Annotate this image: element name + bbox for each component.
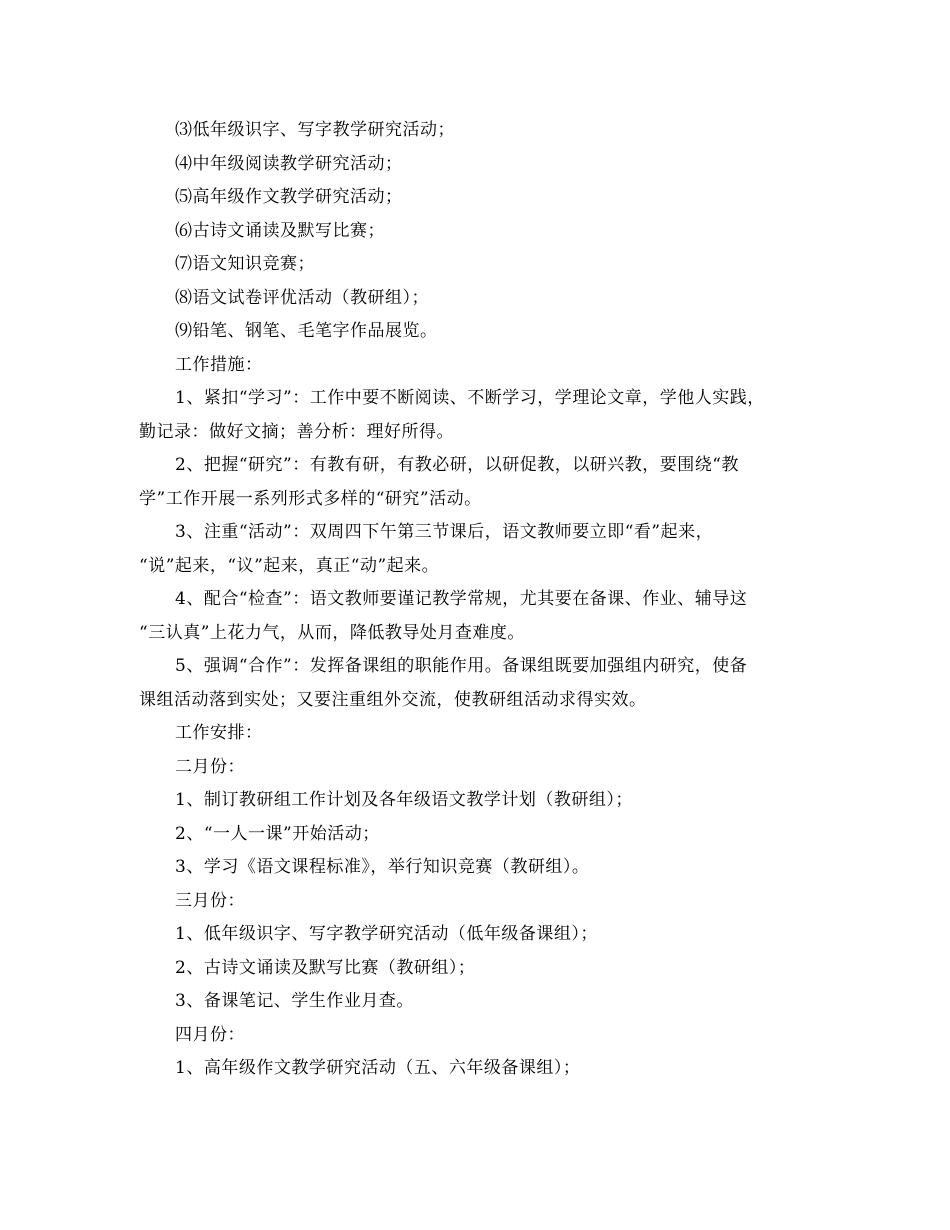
measure-paragraph-5	[139, 650, 829, 717]
march-item-2: 2、古诗文诵读及默写比赛（教研组）；	[175, 957, 476, 978]
section-heading-measures: 工作措施：	[175, 354, 263, 375]
activity-item-5: ⑸高年级作文教学研究活动；	[175, 187, 403, 207]
measure-2-line-1: 2、把握“研究”：有教有研，有教必研，以研促教，以研兴教，要围绕“教	[175, 455, 739, 475]
february-item-2: 2、“一人一课”开始活动；	[175, 823, 380, 844]
february-item-1: 1、制订教研组工作计划及各年级语文教学计划（教研组）；	[175, 790, 633, 810]
document-body	[139, 114, 829, 1086]
april-item-1: 1、高年级作文教学研究活动（五、六年级备课组）；	[175, 1058, 581, 1078]
month-heading-march: 三月份：	[175, 890, 245, 911]
march-item-3: 3、备课笔记、学生作业月查。	[175, 991, 414, 1011]
activity-item-6: ⑹古诗文诵读及默写比赛；	[175, 220, 385, 241]
february-item-3: 3、学习《语文课程标准》，举行知识竞赛（教研组）。	[175, 857, 590, 877]
measure-2-line-2: 学”工作开展一系列形式多样的“研究”活动。	[139, 488, 482, 509]
measure-5-line-1: 5、强调“合作”：发挥备课组的职能作用。备课组既要加强组内研究，使备	[175, 656, 748, 676]
activity-item-3: ⑶低年级识字、写字教学研究活动；	[175, 120, 455, 140]
section-heading-schedule: 工作安排：	[175, 723, 263, 743]
activity-item-7: ⑺语文知识竞赛；	[175, 254, 315, 274]
measure-4-line-1: 4、配合“检查”：语文教师要谨记教学常规，尤其要在备课、作业、辅导这	[175, 589, 748, 609]
activity-item-8: ⑻语文试卷评优活动（教研组）；	[175, 287, 429, 308]
march-item-1: 1、低年级识字、写字教学研究活动（低年级备课组）；	[175, 924, 598, 944]
measure-paragraph-2	[139, 449, 829, 516]
measure-1-line-2: 勤记录：做好文摘；善分析：理好所得。	[139, 421, 454, 442]
measure-1-line-1: 1、紧扣“学习”：工作中要不断阅读、不断学习，学理论文章，学他人实践，	[175, 388, 765, 408]
measure-3-line-2: “说”起来，“议”起来，真正“动”起来。	[139, 555, 440, 576]
measure-paragraph-4	[139, 583, 829, 650]
measure-paragraph-1	[139, 382, 829, 449]
activity-item-9: ⑼铅笔、钢笔、毛笔字作品展览。	[175, 321, 438, 341]
month-heading-april: 四月份：	[175, 1024, 245, 1045]
measure-5-line-2: 课组活动落到实处；又要注重组外交流，使教研组活动求得实效。	[139, 689, 647, 710]
measure-4-line-2: “三认真”上花力气，从而，降低教导处月查难度。	[139, 622, 525, 643]
measure-paragraph-3	[139, 516, 829, 583]
month-heading-february: 二月份：	[175, 756, 245, 777]
activity-item-4: ⑷中年级阅读教学研究活动；	[175, 153, 403, 174]
measure-3-line-1: 3、注重“活动”：双周四下午第三节课后，语文教师要立即“看”起来，	[175, 522, 714, 542]
